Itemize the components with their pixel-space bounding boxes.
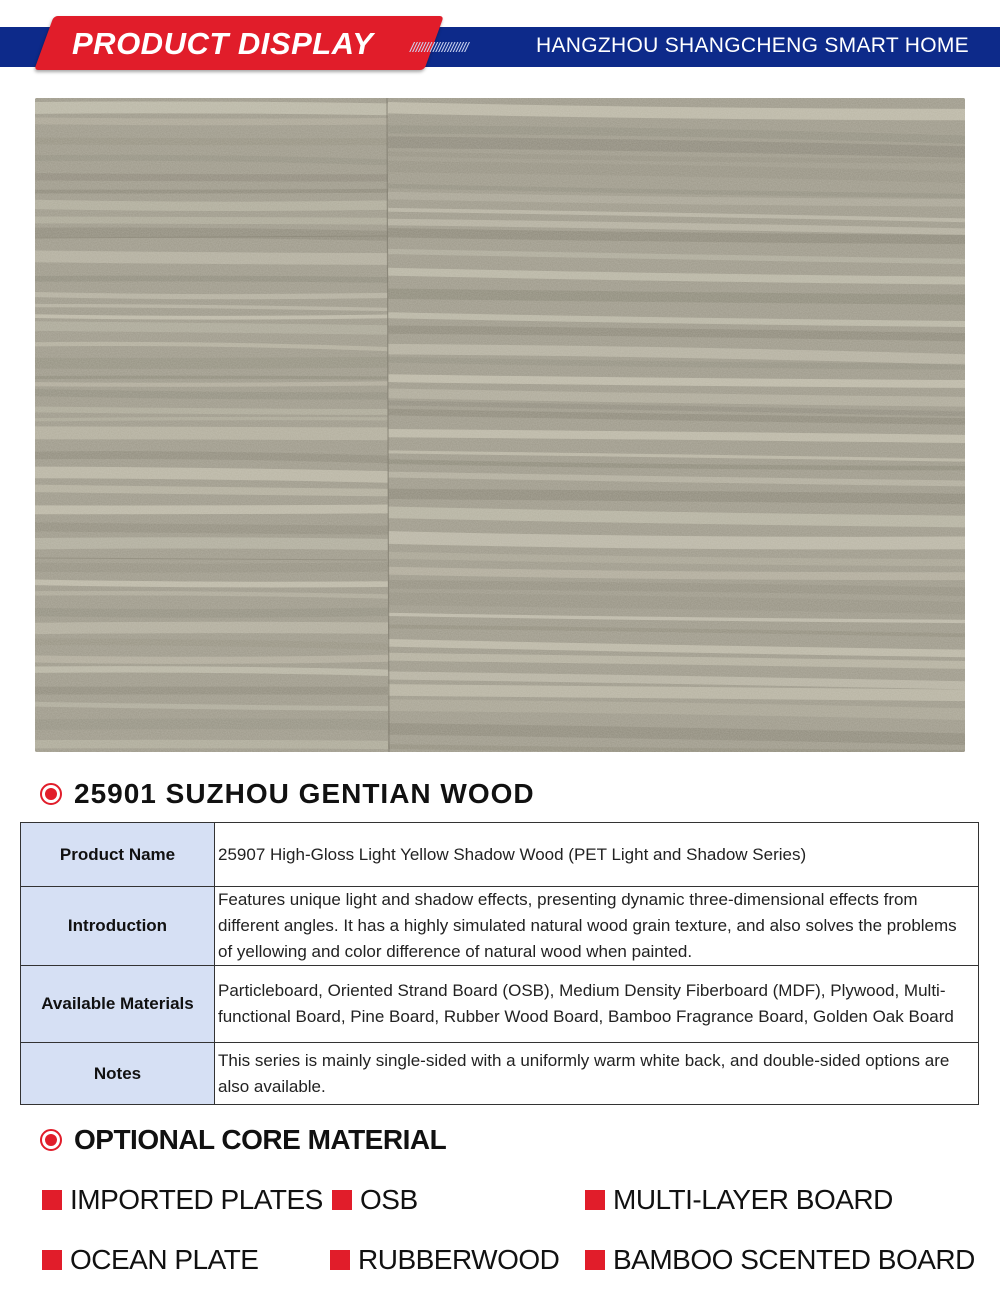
spec-table <box>20 822 979 1105</box>
material-item <box>42 1180 323 1220</box>
material-label: OSB <box>360 1184 418 1215</box>
table-row <box>21 1043 979 1105</box>
core-heading-text: OPTIONAL CORE MATERIAL <box>74 1124 447 1155</box>
table-value: 25907 High-Gloss Light Yellow Shadow Wood (PET Light and Shadow Series) <box>215 823 979 887</box>
square-bullet-icon <box>42 1190 62 1210</box>
square-bullet-icon <box>332 1190 352 1210</box>
material-label: MULTI-LAYER BOARD <box>613 1184 893 1215</box>
material-label: BAMBOO SCENTED BOARD <box>613 1244 975 1275</box>
table-label: Available Materials <box>21 966 215 1043</box>
target-bullet-icon <box>40 1129 62 1151</box>
header-banner <box>0 0 1000 80</box>
table-label: Notes <box>21 1043 215 1105</box>
table-value: Particleboard, Oriented Strand Board (OSB), Medium Density Fiberboard (MDF), Plywood, Multi-functional Board, Pine Board, Rubber Wood Board, Bamboo Fragrance Board, Golden Oak Board <box>215 966 979 1043</box>
wood-texture-image <box>35 98 965 752</box>
square-bullet-icon <box>585 1190 605 1210</box>
core-material-heading <box>40 1120 446 1160</box>
material-label: OCEAN PLATE <box>70 1244 259 1275</box>
material-item <box>332 1180 418 1220</box>
table-value: This series is mainly single-sided with a uniformly warm white back, and double-sided options are also available. <box>215 1043 979 1105</box>
target-bullet-icon <box>40 783 62 805</box>
table-row <box>21 887 979 966</box>
material-label: RUBBERWOOD <box>358 1244 560 1275</box>
material-item <box>585 1180 893 1220</box>
material-item <box>42 1240 258 1280</box>
banner-divider: //////////////////// <box>410 39 468 55</box>
material-label: IMPORTED PLATES <box>70 1184 323 1215</box>
square-bullet-icon <box>330 1250 350 1270</box>
material-item <box>330 1240 559 1280</box>
square-bullet-icon <box>42 1250 62 1270</box>
banner-title: PRODUCT DISPLAY <box>72 26 374 61</box>
table-row <box>21 823 979 887</box>
table-label: Product Name <box>21 823 215 887</box>
product-heading-text: 25901 SUZHOU GENTIAN WOOD <box>74 778 535 809</box>
company-name: HANGZHOU SHANGCHENG SMART HOME <box>536 34 969 57</box>
square-bullet-icon <box>585 1250 605 1270</box>
material-item <box>585 1240 975 1280</box>
table-row <box>21 966 979 1043</box>
table-value: Features unique light and shadow effects, presenting dynamic three-dimensional effects from different angles. It has a highly simulated natural wood grain texture, and also solves the problems of yellowing and color difference of natural wood when painted. <box>215 887 979 966</box>
wood-speckle <box>35 98 965 752</box>
table-label: Introduction <box>21 887 215 966</box>
product-photo <box>35 98 965 752</box>
product-heading <box>40 774 535 814</box>
